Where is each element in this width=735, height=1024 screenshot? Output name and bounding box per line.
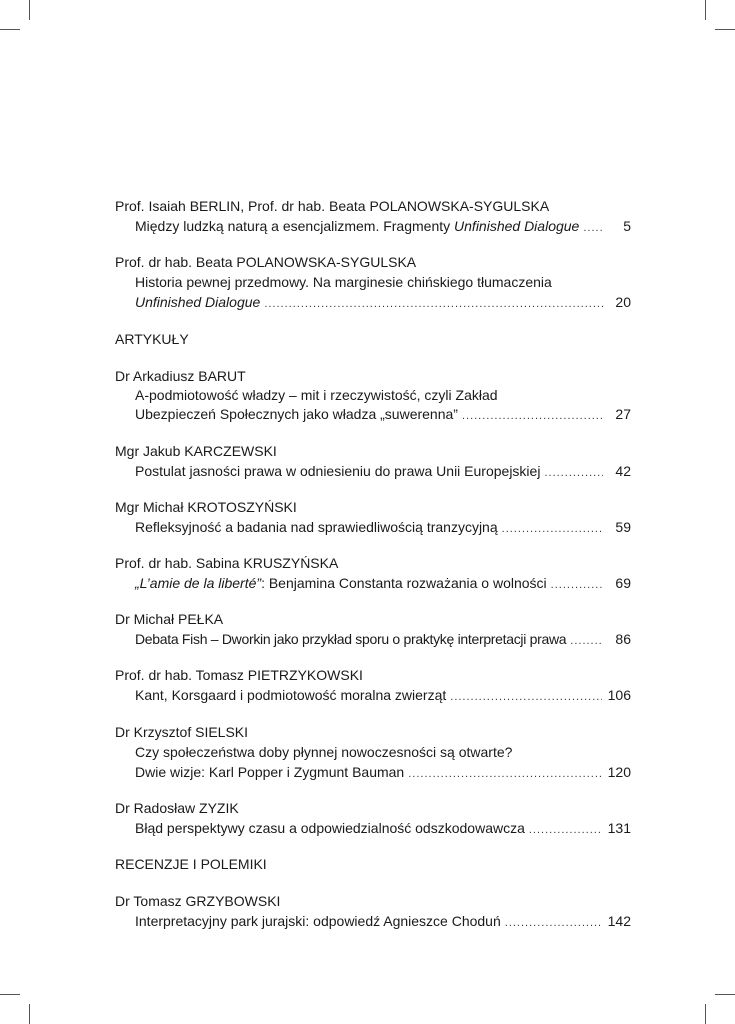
entry-author: Dr Radosław ZYZIK (115, 800, 239, 816)
toc-entry[interactable] (135, 762, 631, 784)
page-number: 59 (615, 519, 631, 535)
entry-title: Historia pewnej przedmowy. Na marginesie chińskiego tłumaczenia (135, 274, 552, 290)
leader-dots (502, 519, 603, 539)
entry-title: : Benjamina Constanta rozważania o wolności (261, 575, 547, 591)
crop-mark (0, 29, 20, 30)
leader-dots (462, 406, 603, 426)
entry-title: A-podmiotowość władzy – mit i rzeczywistość, czyli Zakład (135, 387, 498, 403)
entry-author: Prof. dr hab. Beata POLANOWSKA-SYGULSKA (115, 254, 417, 270)
entry-title: Dwie wizje: Karl Popper i Zygmunt Bauman (135, 764, 405, 780)
entry-author: Dr Krzysztof SIELSKI (115, 724, 249, 740)
entry-title: Czy społeczeństwa doby płynnej nowoczesności są otwarte? (135, 744, 513, 760)
entry-title: Kant, Korsgaard i podmiotowość moralna zwierząt (135, 687, 447, 703)
entry-author: Prof. dr hab. Sabina KRUSZYŃSKA (115, 555, 339, 571)
entry-author: Dr Michał PEŁKA (115, 611, 224, 627)
crop-mark (0, 994, 20, 995)
entry-title: Między ludzką naturą a esencjalizmem. Fragmenty (135, 218, 455, 234)
entry-author: Mgr Jakub KARCZEWSKI (115, 443, 277, 459)
entry-author: Dr Tomasz GRZYBOWSKI (115, 893, 281, 909)
leader-dots (583, 218, 603, 238)
entry-title-italic: Unfinished Dialogue (454, 218, 580, 234)
toc-entry[interactable] (135, 911, 631, 933)
crop-mark (715, 994, 735, 995)
entry-title: Ubezpieczeń Społecznych jako władza „suwerenna” (135, 406, 458, 422)
leader-dots (529, 820, 602, 840)
toc-entry[interactable] (135, 818, 631, 840)
entry-author: Prof. Isaiah BERLIN, Prof. dr hab. Beata POLANOWSKA-SYGULSKA (115, 198, 550, 214)
entry-author: Prof. dr hab. Tomasz PIETRZYKOWSKI (115, 667, 363, 683)
page-number: 20 (615, 294, 631, 310)
leader-dots (264, 294, 603, 314)
leader-dots (505, 913, 602, 933)
leader-dots (570, 631, 603, 651)
crop-mark (29, 0, 30, 20)
page-number: 142 (607, 913, 631, 929)
page-number: 131 (607, 820, 631, 836)
crop-mark (705, 0, 706, 20)
leader-dots (450, 687, 601, 707)
toc-entry[interactable] (135, 216, 631, 238)
page-number: 69 (615, 575, 631, 591)
entry-title: Refleksyjność a badania nad sprawiedliwością tranzycyjną (135, 519, 498, 535)
entry-title: Błąd perspektywy czasu a odpowiedzialność odszkodowawcza (135, 820, 525, 836)
entry-author: Dr Arkadiusz BARUT (115, 368, 246, 384)
page-number: 120 (607, 764, 631, 780)
page-number: 5 (623, 218, 631, 234)
leader-dots (544, 463, 603, 483)
page-number: 27 (615, 406, 631, 422)
crop-mark (705, 1004, 706, 1024)
page-number: 106 (607, 687, 631, 703)
page-number: 86 (615, 631, 631, 647)
leader-dots (408, 764, 601, 784)
section-heading: RECENZJE I POLEMIKI (115, 856, 267, 872)
crop-mark (715, 29, 735, 30)
crop-mark (29, 1004, 30, 1024)
toc-entry[interactable] (135, 461, 631, 483)
page-number: 42 (615, 463, 631, 479)
entry-title-italic: Unfinished Dialogue (135, 294, 261, 310)
entry-title: Debata Fish – Dworkin jako przykład sporu o praktykę interpretacji prawa (135, 631, 567, 647)
toc-entry[interactable] (135, 685, 631, 707)
section-heading: ARTYKUŁY (115, 331, 189, 347)
toc-entry[interactable] (135, 629, 631, 651)
leader-dots (551, 575, 603, 595)
toc-entry[interactable] (135, 404, 631, 426)
toc-entry[interactable] (135, 517, 631, 539)
toc-entry[interactable] (135, 292, 631, 314)
entry-title: Postulat jasności prawa w odniesieniu do prawa Unii Europejskiej (135, 463, 541, 479)
entry-title: Interpretacyjny park jurajski: odpowiedź Agnieszce Choduń (135, 913, 501, 929)
toc-entry[interactable] (135, 573, 631, 595)
entry-title-italic: „L’amie de la liberté” (135, 575, 262, 591)
entry-author: Mgr Michał KROTOSZYŃSKI (115, 499, 297, 515)
